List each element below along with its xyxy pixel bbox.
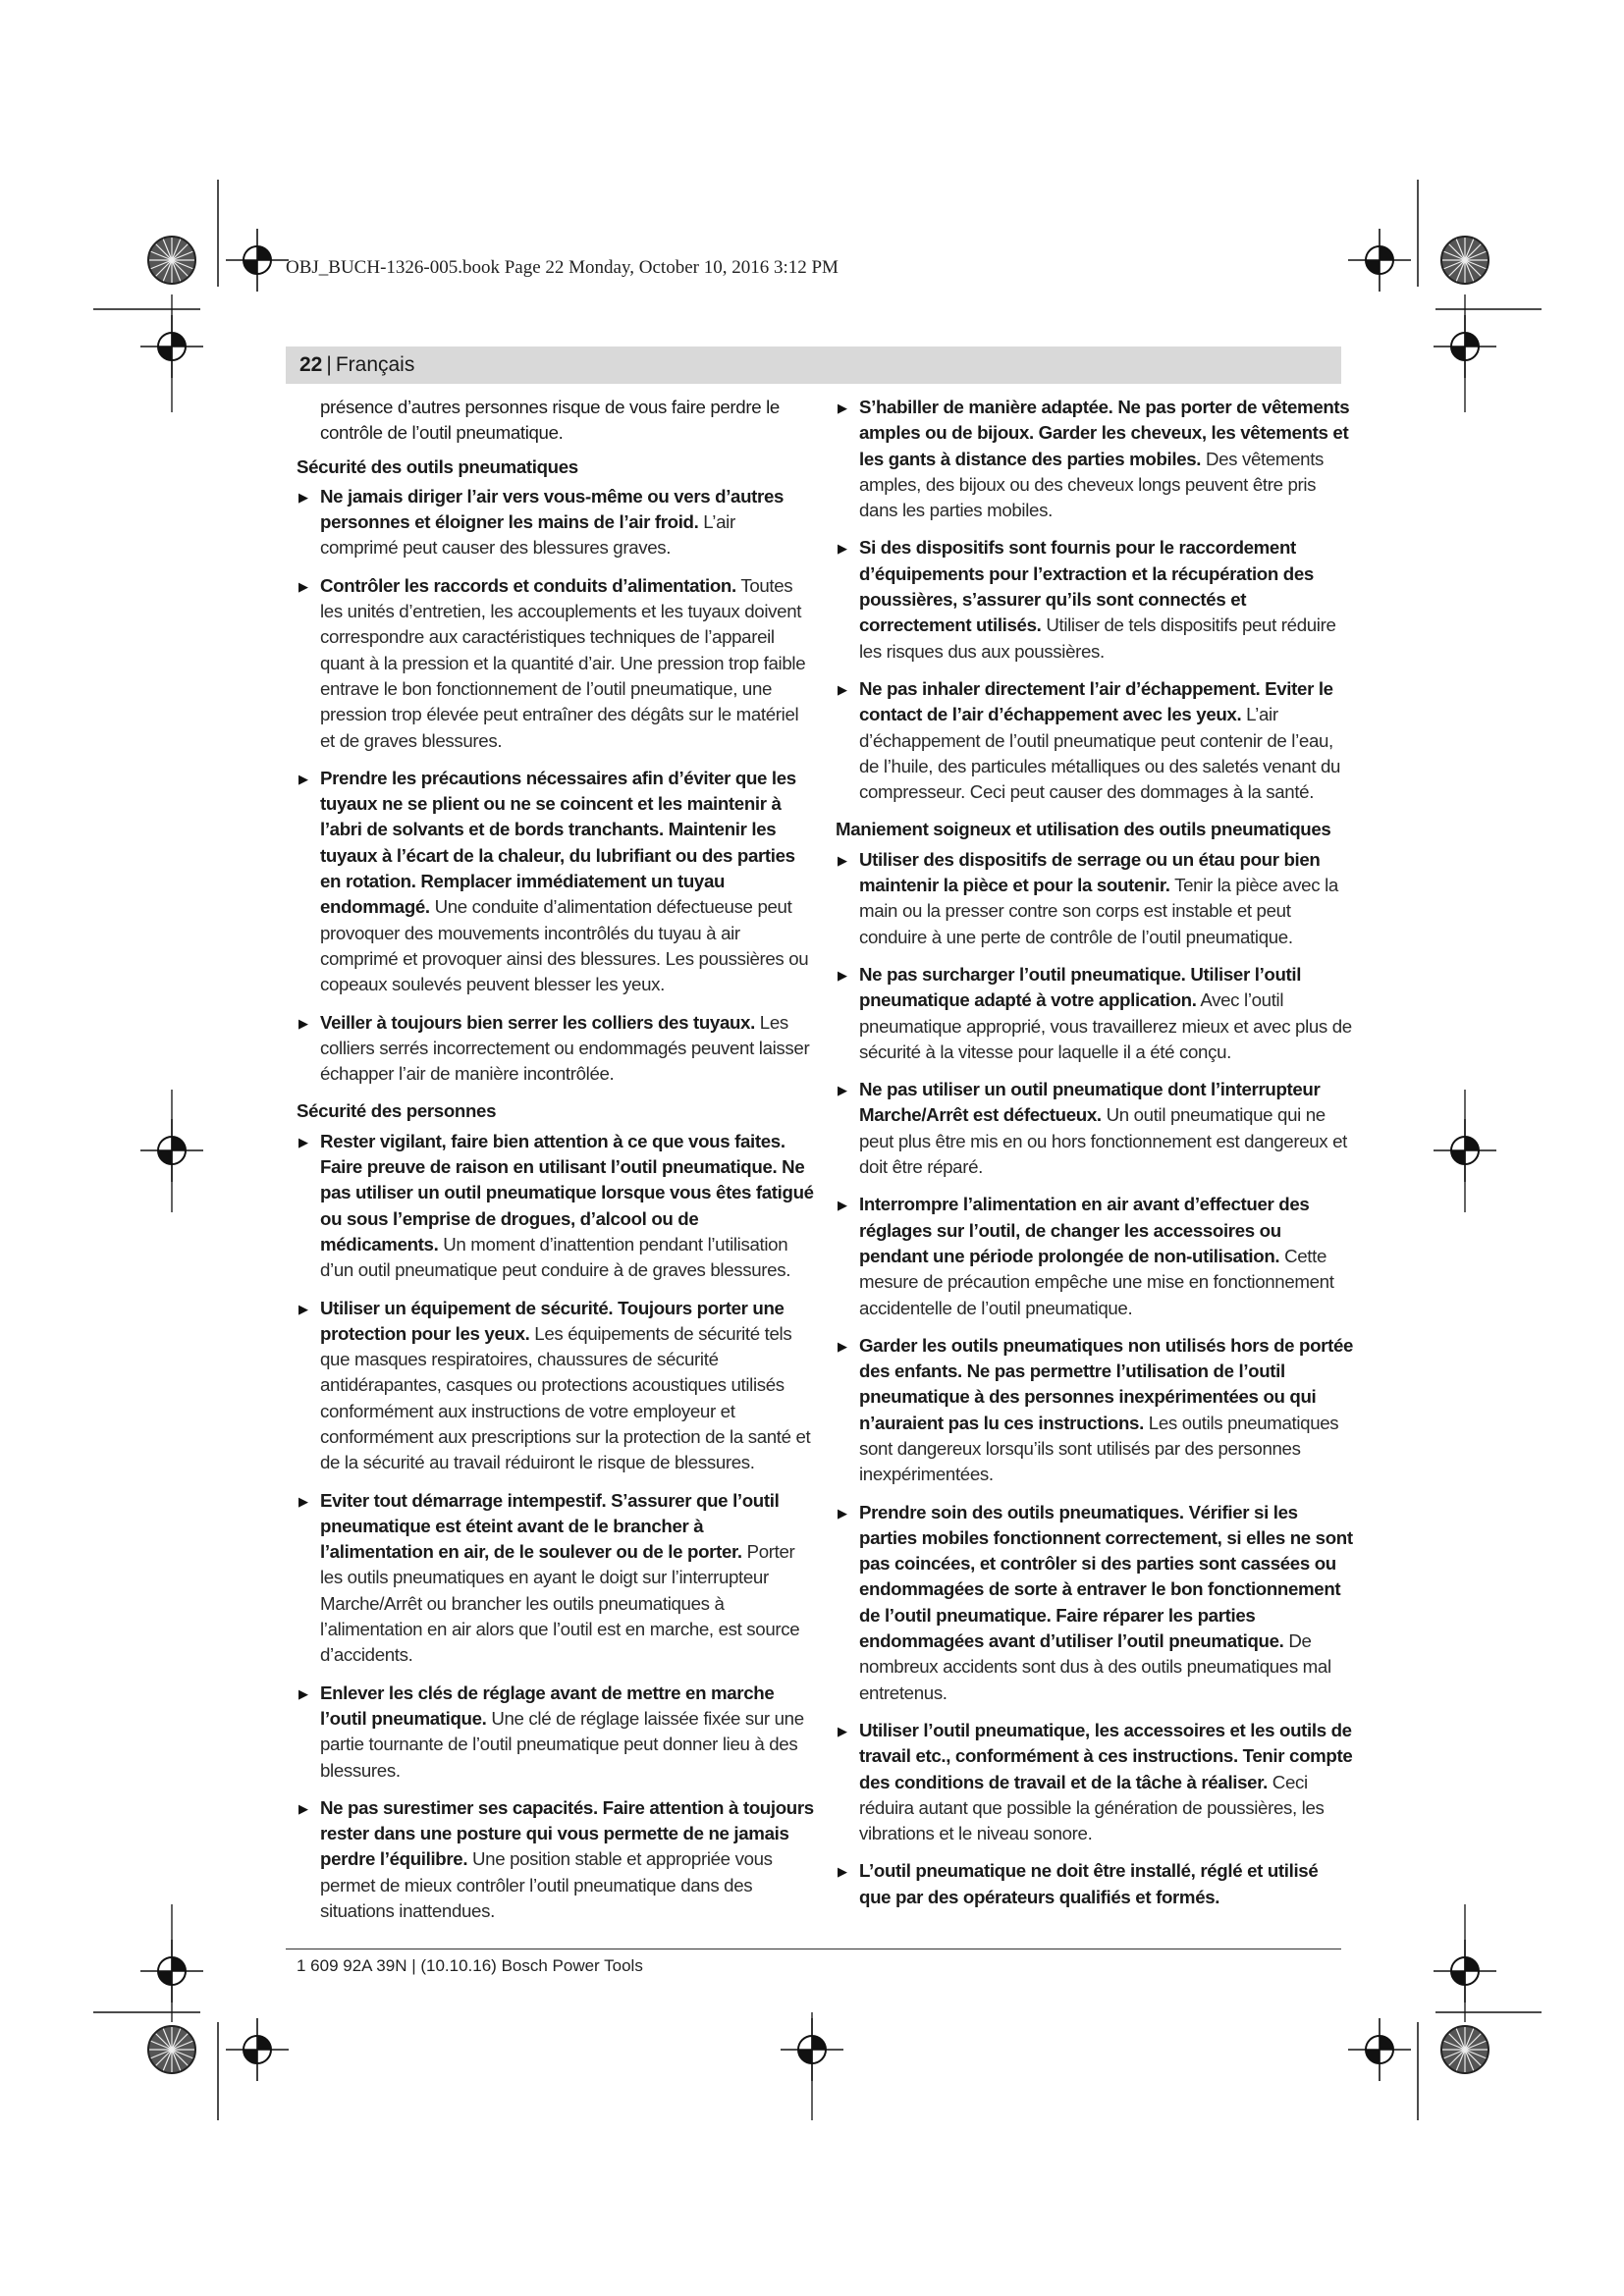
- item-text: Toutes les unités d’entretien, les accouplements et les tuyaux doivent correspondre aux caractéristiques techniques de l’appareil quant à la pression et la quantité d’air. Une pression trop faible entrave le bon fonctionnement de l’outil pneumatique, une pression trop élevée peut entraîner des dégâts sur le matériel et de graves blessures.: [320, 574, 806, 751]
- item-text: L’air d’échappement de l’outil pneumatique peut contenir de l’eau, de l’huile, des particules métalliques ou des saletés venant du compresseur. Ceci peut causer des dommages à la santé.: [859, 704, 1341, 803]
- safety-item: [836, 1077, 1354, 1180]
- safety-item: [836, 676, 1354, 805]
- item-text: Un outil pneumatique qui ne peut plus être mis en ou hors fonctionnement est dangereux et doit être réparé.: [859, 1104, 1348, 1178]
- item-bold: Utiliser un équipement de sécurité. Toujours porter une protection pour les yeux.: [320, 1297, 785, 1344]
- triangle-right-icon: ▶: [298, 1800, 308, 1816]
- triangle-right-icon: ▶: [298, 1134, 308, 1149]
- item-bold: Ne pas inhaler directement l’air d’échappement. Eviter le contact de l’air d’échappement avec les yeux.: [859, 677, 1333, 725]
- item-bold: Utiliser des dispositifs de serrage ou un étau pour bien maintenir la pièce et pour la soutenir.: [859, 848, 1321, 896]
- item-bold: L’outil pneumatique ne doit être installé, réglé et utilisé que par des opérateurs qualifiés et formés.: [859, 1860, 1319, 1907]
- safety-item: [836, 1500, 1354, 1706]
- item-text: Les outils pneumatiques sont dangereux lorsqu’ils sont utilisés par des personnes inexpérimentées.: [859, 1412, 1339, 1485]
- item-bold: S’habiller de manière adaptée. Ne pas porter de vêtements amples ou de bijoux. Garder les cheveux, les vêtements et les gants à distance des parties mobiles.: [859, 397, 1350, 469]
- item-bold: Garder les outils pneumatiques non utilisés hors de portée des enfants. Ne pas permettre l’utilisation de l’outil pneumatique à des personnes inexpérimentées ou qui n’auraient pas lu ces instructions.: [859, 1334, 1354, 1433]
- item-text: Cette mesure de précaution empêche une mise en fonctionnement accidentelle de l’outil pneumatique.: [859, 1245, 1334, 1318]
- safety-item: [297, 1129, 815, 1284]
- print-slug: OBJ_BUCH-1326-005.book Page 22 Monday, October 10, 2016 3:12 PM: [286, 257, 839, 278]
- safety-item: [836, 1333, 1354, 1488]
- safety-item: [836, 395, 1354, 523]
- section-title: Sécurité des personnes: [297, 1100, 497, 1122]
- page-footer: 1 609 92A 39N | (10.10.16) Bosch Power Tools: [297, 1956, 643, 1975]
- triangle-right-icon: ▶: [298, 771, 308, 786]
- item-text: Avec l’outil pneumatique approprié, vous travaillerez mieux et avec plus de sécurité à la vitesse pour laquelle il a été conçu.: [859, 989, 1352, 1062]
- safety-item: [297, 1681, 815, 1784]
- item-bold: Veiller à toujours bien serrer les colliers des tuyaux.: [320, 1011, 755, 1033]
- triangle-right-icon: ▶: [838, 400, 847, 415]
- safety-item: [297, 1488, 815, 1669]
- triangle-right-icon: ▶: [838, 1723, 847, 1738]
- item-text: Une position stable et appropriée vous permet de mieux contrôler l’outil pneumatique dans des situations inattendues.: [320, 1848, 773, 1922]
- item-text: Les colliers serrés incorrectement ou endommagés peuvent laisser échapper l’air de manière incontrôlée.: [320, 1011, 810, 1085]
- safety-item: [297, 766, 815, 998]
- safety-item: [836, 847, 1354, 950]
- header-language: Français: [335, 353, 415, 376]
- triangle-right-icon: ▶: [838, 1505, 847, 1521]
- item-text: L’air comprimé peut causer des blessures graves.: [320, 511, 735, 559]
- left-column: [297, 395, 815, 1936]
- triangle-right-icon: ▶: [298, 1493, 308, 1509]
- sunburst-icon: [1441, 237, 1489, 284]
- right-column: [836, 395, 1354, 1922]
- item-bold: Si des dispositifs sont fournis pour le raccordement d’équipements pour l’extraction et la récupération des poussières, s’assurer qu’ils sont connectés et correctement utilisés.: [859, 537, 1314, 636]
- safety-item: [836, 1192, 1354, 1320]
- continuation-text: présence d’autres personnes risque de vous faire perdre le contrôle de l’outil pneumatique.: [320, 397, 780, 444]
- item-bold: Ne pas surestimer ses capacités. Faire attention à toujours rester dans une posture qui vous permette de ne jamais perdre l’équilibre.: [320, 1796, 814, 1870]
- safety-item: [297, 573, 815, 754]
- safety-item: [297, 1010, 815, 1088]
- safety-item: [836, 535, 1354, 664]
- triangle-right-icon: ▶: [298, 1685, 308, 1701]
- section-title: Sécurité des outils pneumatiques: [297, 455, 578, 477]
- item-text: Ceci réduira autant que possible la génération de poussières, les vibrations et le niveau sonore.: [859, 1771, 1325, 1844]
- item-bold: Utiliser l’outil pneumatique, les accessoires et les outils de travail etc., conformément à ces instructions. Tenir compte des conditions de travail et de la tâche à réaliser.: [859, 1719, 1353, 1792]
- safety-item: [297, 484, 815, 561]
- section-title: Maniement soigneux et utilisation des outils pneumatiques: [836, 819, 1331, 840]
- item-text: Porter les outils pneumatiques en ayant le doigt sur l’interrupteur Marche/Arrêt ou brancher les outils pneumatiques à l’alimentation en air alors que l’outil est en marche, est source d’accidents.: [320, 1541, 800, 1666]
- crosshair-icon: [1348, 2018, 1411, 2081]
- item-bold: Rester vigilant, faire bien attention à ce que vous faites. Faire preuve de raison en utilisant l’outil pneumatique. Ne pas utiliser un outil pneumatique lorsque vous êtes fatigué ou sous l’emprise de drogues, d’alcool ou de médicaments.: [320, 1130, 814, 1255]
- page-number: 22: [299, 353, 323, 376]
- item-text: De nombreux accidents sont dus à des outils pneumatiques mal entretenus.: [859, 1630, 1331, 1703]
- crosshair-icon: [1348, 229, 1411, 292]
- item-bold: Ne pas surcharger l’outil pneumatique. Utiliser l’outil pneumatique adapté à votre application.: [859, 963, 1302, 1011]
- sunburst-icon: [1441, 2026, 1489, 2073]
- item-bold: Contrôler les raccords et conduits d’alimentation.: [320, 574, 736, 596]
- triangle-right-icon: ▶: [298, 1015, 308, 1031]
- item-text: Des vêtements amples, des bijoux ou des cheveux longs peuvent être pris dans les parties mobiles.: [859, 448, 1325, 521]
- safety-item: [836, 1858, 1354, 1910]
- item-bold: Enlever les clés de réglage avant de mettre en marche l’outil pneumatique.: [320, 1682, 775, 1729]
- triangle-right-icon: ▶: [298, 578, 308, 594]
- triangle-right-icon: ▶: [298, 489, 308, 505]
- safety-item: [836, 962, 1354, 1065]
- triangle-right-icon: ▶: [838, 1198, 847, 1213]
- triangle-right-icon: ▶: [838, 541, 847, 557]
- item-bold: Eviter tout démarrage intempestif. S’assurer que l’outil pneumatique est éteint avant de le brancher à l’alimentation en air, de le soulever ou de le porter.: [320, 1489, 780, 1563]
- sunburst-icon: [148, 237, 195, 284]
- triangle-right-icon: ▶: [838, 1864, 847, 1880]
- item-bold: Interrompre l’alimentation en air avant d’effectuer des réglages sur l’outil, de changer les accessoires ou pendant une période prolongée de non-utilisation.: [859, 1194, 1310, 1266]
- item-text: Un moment d’inattention pendant l’utilisation d’un outil pneumatique peut conduire à de graves blessures.: [320, 1233, 791, 1281]
- item-text: Une conduite d’alimentation défectueuse peut provoquer des mouvements incontrôlés du tuyau à air comprimé et provoquer ainsi des blessures. Les poussières ou copeaux soulevés peuvent blesser les yeux.: [320, 896, 809, 995]
- triangle-right-icon: ▶: [838, 1083, 847, 1098]
- header-separator: |: [326, 353, 332, 376]
- item-text: Utiliser de tels dispositifs peut réduire les risques dus aux poussières.: [859, 614, 1336, 662]
- triangle-right-icon: ▶: [838, 967, 847, 983]
- safety-item: [297, 1296, 815, 1476]
- item-bold: Prendre les précautions nécessaires afin d’éviter que les tuyaux ne se plient ou ne se coincent et les maintenir à l’abri de solvants et de bords tranchants. Maintenir les tuyaux à l’écart de la chaleur, du lubrifiant ou des parties en rotation. Remplacer immédiatement un tuyau endommagé.: [320, 767, 796, 918]
- crosshair-icon: [226, 229, 289, 292]
- safety-item: [836, 1718, 1354, 1846]
- triangle-right-icon: ▶: [838, 852, 847, 868]
- crosshair-icon: [226, 2018, 289, 2081]
- safety-item: [297, 1795, 815, 1924]
- triangle-right-icon: ▶: [838, 1338, 847, 1354]
- item-bold: Ne pas utiliser un outil pneumatique dont l’interrupteur Marche/Arrêt est défectueux.: [859, 1079, 1321, 1126]
- sunburst-icon: [148, 2026, 195, 2073]
- item-text: Tenir la pièce avec la main ou la presser contre son corps est instable et peut conduire à une perte de contrôle de l’outil pneumatique.: [859, 875, 1338, 947]
- item-text: Une clé de réglage laissée fixée sur une partie tournante de l’outil pneumatique peut donner lieu à des blessures.: [320, 1707, 804, 1781]
- item-text: Les équipements de sécurité tels que masques respiratoires, chaussures de sécurité antidérapantes, casques ou protections acoustiques utilisés conformément aux instructions de votre employeur et conformément aux prescriptions sur la protection de la santé et de la sécurité au travail réduiront le risque de blessures.: [320, 1322, 811, 1473]
- item-bold: Prendre soin des outils pneumatiques. Vérifier si les parties mobiles fonctionnent correctement, si elles ne sont pas coincées, et contrôler si des parties sont cassées ou endommagées de sorte à entraver le bon fonctionnement de l’outil pneumatique. Faire réparer les parties endommagées avant d’utiliser l’outil pneumatique.: [859, 1501, 1353, 1652]
- item-bold: Ne jamais diriger l’air vers vous-même ou vers d’autres personnes et éloigner les mains de l’air froid.: [320, 485, 785, 533]
- triangle-right-icon: ▶: [838, 681, 847, 697]
- page-header: [286, 347, 1341, 384]
- triangle-right-icon: ▶: [298, 1301, 308, 1316]
